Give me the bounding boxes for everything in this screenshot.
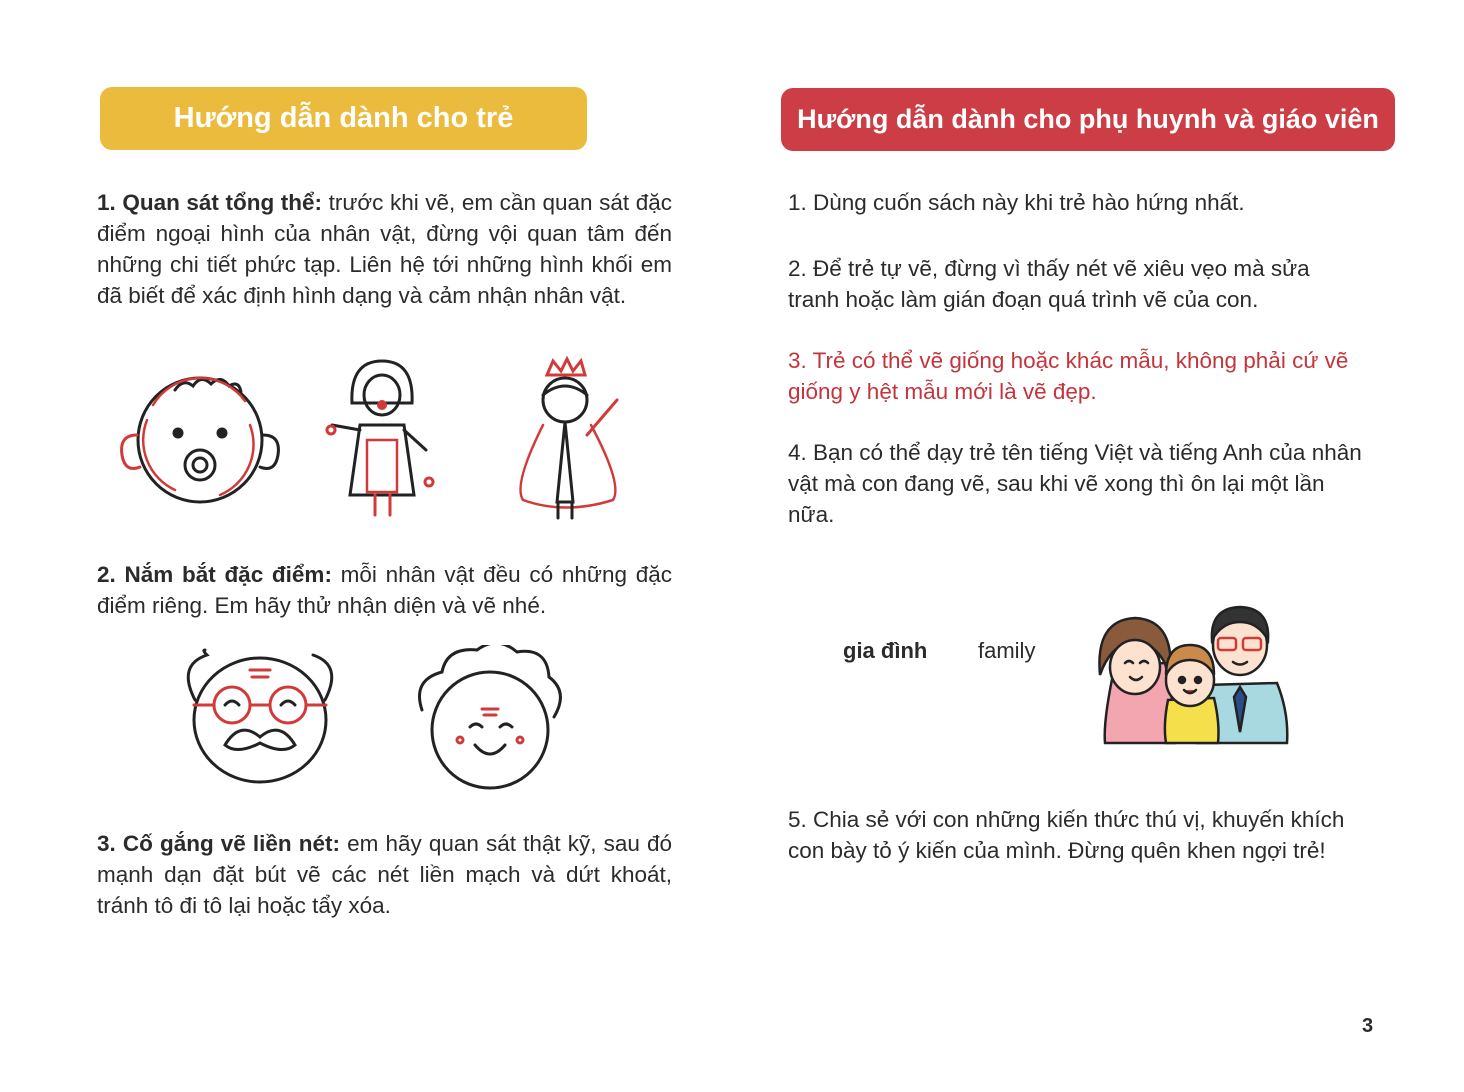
family-illustration bbox=[1090, 605, 1295, 747]
princess-icon bbox=[521, 359, 618, 518]
parents-tip-5: 5. Chia sẻ với con những kiến thức thú vị, khuyến khích con bày tỏ ý kiến của mình. Đừng quên khen ngợi trẻ! bbox=[788, 807, 1345, 863]
kids-tip-3-title: 3. Cố gắng vẽ liền nét: bbox=[97, 831, 341, 856]
tip-1-illustrations bbox=[115, 355, 655, 525]
kids-tip-2-title: 2. Nắm bắt đặc điểm: bbox=[97, 562, 332, 587]
kids-tip-1-title: 1. Quan sát tổng thể: bbox=[97, 190, 323, 215]
kids-guide-banner: Hướng dẫn dành cho trẻ bbox=[100, 87, 587, 150]
vocab-english: family bbox=[978, 638, 1036, 663]
page-number: 3 bbox=[1362, 1015, 1374, 1037]
parents-tip-3: 3. Trẻ có thể vẽ giống hoặc khác mẫu, không phải cứ vẽ giống y hệt mẫu mới là vẽ đẹp. bbox=[788, 348, 1349, 404]
kids-tip-3 bbox=[97, 828, 672, 921]
grandma-icon bbox=[420, 645, 561, 788]
tip-2-illustrations bbox=[170, 645, 570, 790]
parents-guide-banner: Hướng dẫn dành cho phụ huynh và giáo viên bbox=[781, 88, 1395, 151]
kids-tip-3-text: em hãy quan sát thật kỹ, sau đó mạnh dạn đặt bút vẽ các nét liền mạch và dứt khoát, tránh tô đi tô lại hoặc tẩy xóa. bbox=[97, 831, 672, 918]
kids-tip-1 bbox=[97, 187, 672, 311]
kids-tip-2-text: mỗi nhân vật đều có những đặc điểm riêng. Em hãy thử nhận diện và vẽ nhé. bbox=[97, 562, 672, 618]
kids-tip-2 bbox=[97, 559, 672, 621]
parents-tip-1: 1. Dùng cuốn sách này khi trẻ hào hứng nhất. bbox=[788, 190, 1245, 215]
grandpa-icon bbox=[188, 650, 332, 782]
baby-icon bbox=[122, 378, 279, 502]
parents-tip-2: 2. Để trẻ tự vẽ, đừng vì thấy nét vẽ xiêu vẹo mà sửa tranh hoặc làm gián đoạn quá trình vẽ của con. bbox=[788, 256, 1310, 312]
parents-tip-4: 4. Bạn có thể dạy trẻ tên tiếng Việt và tiếng Anh của nhân vật mà con đang vẽ, sau khi vẽ xong thì ôn lại một lần nữa. bbox=[788, 440, 1362, 527]
girl-icon bbox=[327, 361, 433, 515]
kids-tip-1-text: trước khi vẽ, em cần quan sát đặc điểm ngoại hình của nhân vật, đừng vội quan tâm đến những chi tiết phức tạp. Liên hệ tới những hình khối em đã biết để xác định hình dạng và cảm nhận nhân vật. bbox=[97, 190, 672, 308]
vocab-vietnamese: gia đình bbox=[843, 638, 928, 663]
